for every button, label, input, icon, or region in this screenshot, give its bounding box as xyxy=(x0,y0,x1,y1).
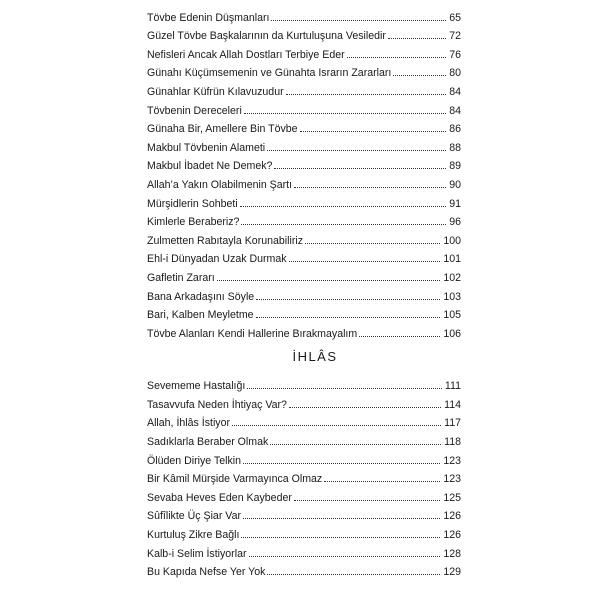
toc-entry xyxy=(147,467,461,486)
toc-entry xyxy=(147,522,461,541)
toc-entry-page-number: 126 xyxy=(443,529,461,542)
toc-entry xyxy=(147,374,461,393)
toc-entry-title: Allah’a Yakın Olabilmenin Şartı xyxy=(147,178,293,191)
dot-leader xyxy=(241,537,440,538)
dot-leader xyxy=(294,500,440,501)
dot-leader xyxy=(294,187,446,188)
toc-entry xyxy=(147,265,461,284)
toc-entry-title: Ölüden Diriye Telkin xyxy=(147,454,242,467)
toc-entry-title: Sevememe Hastalığı xyxy=(147,380,246,393)
toc-entry xyxy=(147,24,461,43)
toc-entry-page-number: 76 xyxy=(449,48,461,61)
toc-entry xyxy=(147,392,461,411)
toc-entry xyxy=(147,247,461,266)
dot-leader xyxy=(249,556,441,557)
toc-entry-page-number: 128 xyxy=(443,547,461,560)
table-of-contents xyxy=(147,5,461,578)
toc-entry-title: Bana Arkadaşını Söyle xyxy=(147,290,255,303)
dot-leader xyxy=(347,57,447,58)
toc-entry-page-number: 103 xyxy=(443,290,461,303)
toc-entry-page-number: 90 xyxy=(449,178,461,191)
dot-leader xyxy=(267,574,440,575)
toc-entry-page-number: 80 xyxy=(449,67,461,80)
toc-entry-title: Mürşidlerin Sohbeti xyxy=(147,197,238,210)
toc-entry-page-number: 91 xyxy=(449,197,461,210)
toc-entry xyxy=(147,411,461,430)
toc-entry-page-number: 126 xyxy=(443,510,461,523)
toc-entry-title: Günahı Küçümsemenin ve Günahta Israrın Zararları xyxy=(147,67,392,80)
dot-leader xyxy=(232,425,441,426)
toc-entry-title: Bir Kâmil Mürşide Varmayınca Olmaz xyxy=(147,473,323,486)
dot-leader xyxy=(244,113,446,114)
toc-section-tovbe xyxy=(147,5,461,340)
toc-entry-page-number: 125 xyxy=(443,491,461,504)
dot-leader xyxy=(256,299,440,300)
dot-leader xyxy=(247,388,442,389)
toc-entry-title: Makbul İbadet Ne Demek? xyxy=(147,160,273,173)
toc-entry-title: Günahlar Küfrün Kılavuzudur xyxy=(147,85,284,98)
toc-entry-page-number: 111 xyxy=(444,380,461,393)
dot-leader xyxy=(256,317,441,318)
toc-entry-title: Sevaba Heves Eden Kaybeder xyxy=(147,491,292,504)
toc-entry xyxy=(147,504,461,523)
toc-entry xyxy=(147,172,461,191)
toc-entry-title: Sûfîlikte Üç Şiar Var xyxy=(147,510,241,523)
toc-entry xyxy=(147,42,461,61)
toc-entry-page-number: 84 xyxy=(449,85,461,98)
toc-entry-page-number: 123 xyxy=(443,454,461,467)
toc-entry-title: Tövbenin Dereceleri xyxy=(147,104,242,117)
toc-section-ihlas xyxy=(147,374,461,579)
toc-entry xyxy=(147,117,461,136)
dot-leader xyxy=(388,38,446,39)
toc-entry-page-number: 102 xyxy=(443,271,461,284)
toc-entry-page-number: 72 xyxy=(449,30,461,43)
toc-entry-title: Güzel Tövbe Başkalarının da Kurtuluşuna Vesiledir xyxy=(147,30,386,43)
toc-entry-title: Tövbe Alanları Kendi Hallerine Bırakmayalım xyxy=(147,327,358,340)
dot-leader xyxy=(274,168,446,169)
toc-entry-page-number: 101 xyxy=(443,253,461,266)
dot-leader xyxy=(289,407,441,408)
toc-entry-page-number: 96 xyxy=(449,216,461,229)
toc-entry xyxy=(147,5,461,24)
toc-entry-title: Kurtuluş Zikre Bağlı xyxy=(147,529,240,542)
toc-entry-page-number: 105 xyxy=(443,309,461,322)
toc-entry-title: Ehl-i Dünyadan Uzak Durmak xyxy=(147,253,287,266)
toc-entry xyxy=(147,210,461,229)
toc-entry xyxy=(147,485,461,504)
toc-entry-page-number: 86 xyxy=(449,123,461,136)
toc-entry xyxy=(147,448,461,467)
toc-entry xyxy=(147,303,461,322)
toc-entry xyxy=(147,135,461,154)
dot-leader xyxy=(243,518,440,519)
dot-leader xyxy=(305,243,440,244)
dot-leader xyxy=(240,206,447,207)
toc-entry-title: Tövbe Edenin Düşmanları xyxy=(147,11,270,24)
toc-entry-title: Zulmetten Rabıtayla Korunabiliriz xyxy=(147,234,304,247)
toc-entry xyxy=(147,429,461,448)
toc-entry-page-number: 88 xyxy=(449,141,461,154)
toc-entry xyxy=(147,541,461,560)
toc-entry-title: Kimlerle Beraberiz? xyxy=(147,216,240,229)
toc-entry-title: Allah, İhlâs İstiyor xyxy=(147,417,231,430)
dot-leader xyxy=(241,224,446,225)
toc-entry-title: Bari, Kalben Meyletme xyxy=(147,309,254,322)
toc-entry-page-number: 100 xyxy=(443,234,461,247)
toc-entry-page-number: 118 xyxy=(444,436,461,449)
toc-entry xyxy=(147,154,461,173)
dot-leader xyxy=(270,444,441,445)
dot-leader xyxy=(243,463,440,464)
section-heading: İHLÂS xyxy=(292,349,338,365)
dot-leader xyxy=(300,131,447,132)
toc-entry-title: Nefisleri Ancak Allah Dostları Terbiye Eder xyxy=(147,48,345,61)
toc-entry xyxy=(147,191,461,210)
toc-entry-title: Sadıklarla Beraber Olmak xyxy=(147,436,269,449)
dot-leader xyxy=(217,280,441,281)
dot-leader xyxy=(289,261,441,262)
toc-entry xyxy=(147,560,461,579)
toc-entry-title: Gafletin Zararı xyxy=(147,271,215,284)
toc-entry xyxy=(147,228,461,247)
toc-entry xyxy=(147,61,461,80)
dot-leader xyxy=(324,481,440,482)
toc-entry xyxy=(147,321,461,340)
toc-entry-page-number: 114 xyxy=(444,398,461,411)
toc-entry-page-number: 117 xyxy=(444,417,461,430)
toc-entry xyxy=(147,98,461,117)
toc-entry-page-number: 89 xyxy=(449,160,461,173)
dot-leader xyxy=(393,75,446,76)
dot-leader xyxy=(359,336,440,337)
toc-entry-title: Tasavvufa Neden İhtiyaç Var? xyxy=(147,398,287,411)
toc-entry-page-number: 123 xyxy=(443,473,461,486)
toc-entry-title: Makbul Tövbenin Alameti xyxy=(147,141,266,154)
toc-entry-title: Günaha Bir, Amellere Bin Tövbe xyxy=(147,123,298,136)
toc-entry-title: Bu Kapıda Nefse Yer Yok xyxy=(147,566,266,579)
toc-entry xyxy=(147,79,461,98)
toc-entry-page-number: 129 xyxy=(443,566,461,579)
dot-leader xyxy=(267,150,446,151)
toc-entry-page-number: 84 xyxy=(449,104,461,117)
toc-entry-title: Kalb-i Selim İstiyorlar xyxy=(147,547,247,560)
toc-entry-page-number: 65 xyxy=(449,11,461,24)
toc-entry xyxy=(147,284,461,303)
toc-entry-page-number: 106 xyxy=(443,327,461,340)
dot-leader xyxy=(286,94,447,95)
dot-leader xyxy=(271,20,446,21)
